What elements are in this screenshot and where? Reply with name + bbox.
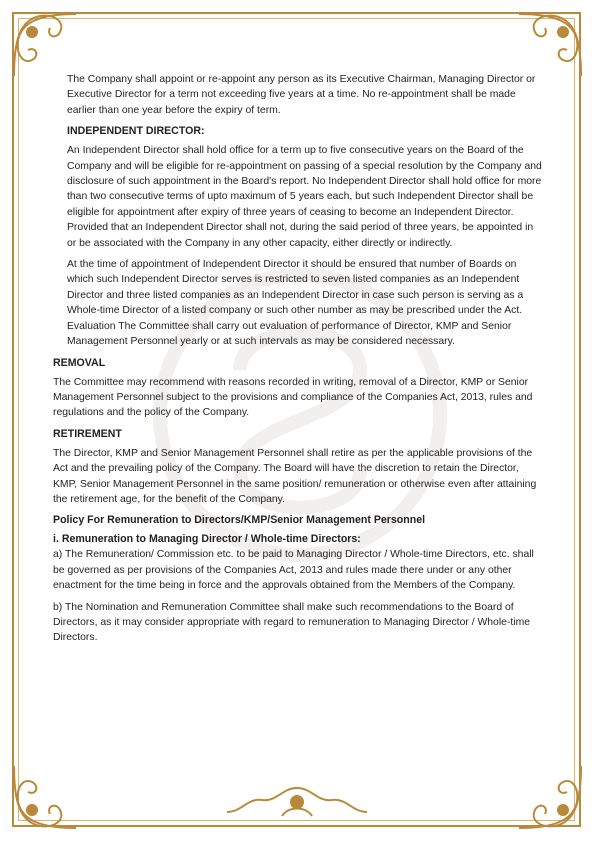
- bottom-ornament-icon: [222, 782, 372, 822]
- heading-removal: REMOVAL: [53, 356, 106, 369]
- paragraph-removal: The Committee may recommend with reasons recorded in writing, removal of a Director, KMP or Senior Management Personnel subject to the provisions and compliance of the Companies Act, 2013, rules and regulations and the policy of the Company.: [53, 376, 533, 419]
- heading-retirement: RETIREMENT: [53, 427, 122, 440]
- heading-independent-director: INDEPENDENT DIRECTOR:: [67, 125, 205, 138]
- corner-ornament-icon: [10, 762, 80, 832]
- paragraph-independent-1: An Independent Director shall hold office for a term up to five consecutive years on the Board of the Company and will be eligible for re-appointment on passing of a special resolution by the Company and disclosure of such appointment in the Board's report. No Independent Director shall hold office for more than two consecutive terms of upto maximum of 5 years each, but such Independent Director shall be eligible for appointment after expiry of three years of ceasing to become an Independent Director. Provided that an Independent Director shall not, during the said period of three years, be appointed in or be associated with the Company in any other capacity, either directly or indirectly.: [67, 145, 542, 249]
- paragraph-appointment: The Company shall appoint or re-appoint any person as its Executive Chairman, Managing Director or Executive Director for a term not exceeding five years at a time. No re-appointment shall be made earlier than one year before the expiry of term.: [67, 74, 536, 116]
- heading-remuneration-policy: Policy For Remuneration to Directors/KMP/Senior Management Personnel: [53, 514, 426, 527]
- corner-ornament-icon: [515, 10, 585, 80]
- paragraph-retirement: The Director, KMP and Senior Management Personnel shall retire as per the applicable provisions of the Act and the prevailing policy of the Company. The Board will have the discretion to retain the Director, KMP, Senior Management Personnel in the same position/ remuneration or otherwise even after attaining the retirement age, for the benefit of the Company.: [53, 447, 537, 505]
- paragraph-remuneration-b: b) The Nomination and Remuneration Committee shall make such recommendations to the Board of Directors, as it may consider appropriate with regard to remuneration to Managing Director / Whole-time Directors.: [53, 601, 531, 644]
- heading-managing-director-remuneration: i. Remuneration to Managing Director / Whole-time Directors:: [53, 533, 361, 546]
- paragraph-remuneration-a: a) The Remuneration/ Commission etc. to be paid to Managing Director / Whole-time Directors, etc. shall be governed as per provisions of the Companies Act, 2013 and rules made there under or any other enactment for the time being in force and the approvals obtained from the Members of the Company.: [53, 549, 534, 592]
- corner-ornament-icon: [515, 762, 585, 832]
- paragraph-independent-2: At the time of appointment of Independent Director it should be ensured that number of Boards on which such Independent Director serves is restricted to seven listed companies as an Independent Director and three listed companies as an Independent Director in case such person is serving as a Whole-time Director of a listed company or such other number as may be prescribed under the Act. Evaluation The Committee shall carry out evaluation of performance of Director, KMP and Senior Management Personnel yearly or at such intervals as may be considered necessary.: [67, 259, 524, 348]
- document-body: [53, 72, 545, 652]
- corner-ornament-icon: [10, 10, 80, 80]
